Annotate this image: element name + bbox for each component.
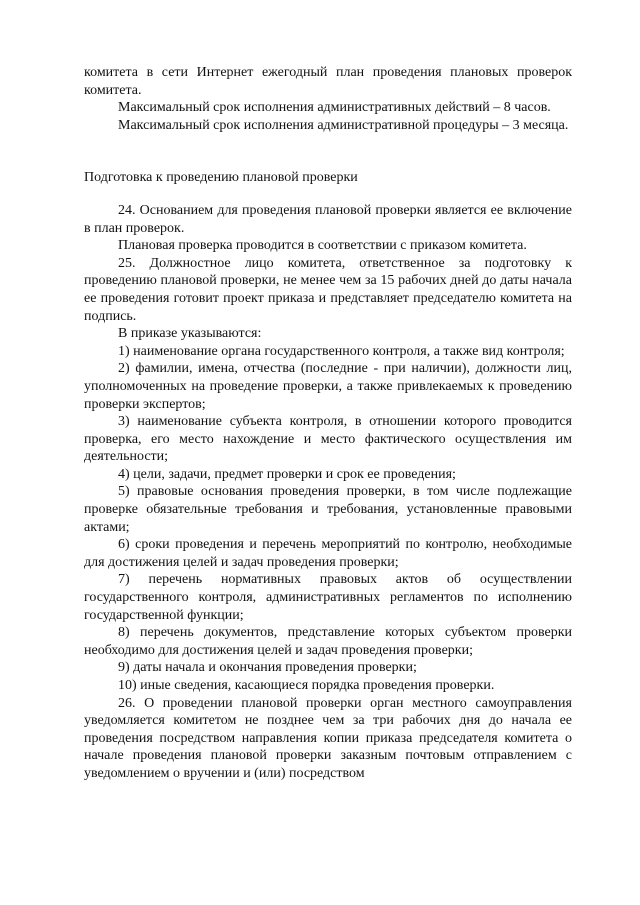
order-item-3: 3) наименование субъекта контроля, в отношении которого проводится проверка, его место нахождение и место фактического осуществления им деятельности; xyxy=(84,414,572,465)
paragraph-24: 24. Основанием для проведения плановой проверки является ее включение в план проверок. xyxy=(84,202,572,236)
paragraph-26: 26. О проведении плановой проверки орган местного самоуправления уведомляется комитетом не позднее чем за три рабочих дня до начала ее проведения посредством направления копии приказа председателя комитета о начале проведения плановой проверки заказным почтовым отправлением с уведомлением о вручении и (или) посредством xyxy=(84,695,572,781)
section-title: Подготовка к проведению плановой проверки xyxy=(84,170,358,186)
order-contents-intro: В приказе указываются: xyxy=(118,326,262,342)
order-item-5: 5) правовые основания проведения проверки, в том числе подлежащие проверке обязательные требования и требования, установленные правовыми актами; xyxy=(84,484,572,535)
intro-max-action-time: Максимальный срок исполнения административных действий – 8 часов. xyxy=(118,100,551,116)
order-item-7: 7) перечень нормативных правовых актов об осуществлении государственного контроля, административных регламентов по исполнению государственной функции; xyxy=(84,572,572,623)
intro-continuation: комитета в сети Интернет ежегодный план проведения плановых проверок комитета. xyxy=(84,65,572,98)
order-item-2: 2) фамилии, имена, отчества (последние - при наличии), должности лиц, уполномоченных на проведение проверки, а также привлекаемых к проведению проверки экспертов; xyxy=(84,361,572,412)
order-item-1: 1) наименование органа государственного контроля, а также вид контроля; xyxy=(118,343,565,359)
document-page xyxy=(84,64,572,783)
order-item-4: 4) цели, задачи, предмет проверки и срок ее проведения; xyxy=(118,466,456,482)
order-item-8: 8) перечень документов, представление которых субъектом проверки необходимо для достижения целей и задач проведения проверки; xyxy=(84,625,572,658)
intro-max-procedure-time: Максимальный срок исполнения административной процедуры – 3 месяца. xyxy=(118,117,569,133)
paragraph-25: 25. Должностное лицо комитета, ответственное за подготовку к проведению плановой проверки, не менее чем за 15 рабочих дней до даты начала ее проведения готовит проект приказа и представляет председателю комитета на подпись. xyxy=(84,255,572,324)
order-item-9: 9) даты начала и окончания проведения проверки; xyxy=(118,660,417,676)
order-item-6: 6) сроки проведения и перечень мероприятий по контролю, необходимые для достижения целей и задач проведения проверки; xyxy=(84,537,572,570)
order-item-10: 10) иные сведения, касающиеся порядка проведения проверки. xyxy=(118,678,495,693)
paragraph-plan-order: Плановая проверка проводится в соответствии с приказом комитета. xyxy=(118,238,527,254)
